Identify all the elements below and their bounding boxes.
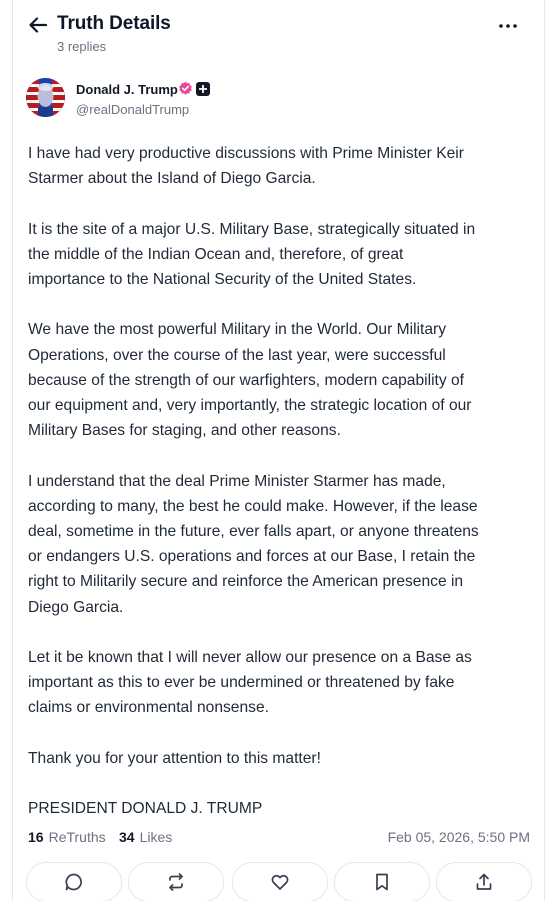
share-icon <box>474 872 494 892</box>
post-paragraph: It is the site of a major U.S. Military Base, strategically situated in the middle of the Indian Ocean and, therefore, of great importance to the National Security of the United States. <box>28 220 476 288</box>
verified-badge-icon <box>178 81 193 96</box>
reply-icon <box>64 872 84 892</box>
post-paragraph: I understand that the deal Prime Minister Starmer has made, according to many, the best he could make. However, if the lease deal, sometime in the future, ever falls apart, or anyone threatens or endangers U.S. operations and forces at our Base, I retain the right to Militarily secure and reinforce the American presence in Diego Garcia. <box>28 472 479 616</box>
action-bar <box>26 862 534 901</box>
author-handle[interactable]: @realDonaldTrump <box>76 102 190 117</box>
retruth-button[interactable] <box>128 862 224 901</box>
retruths-count: 16 <box>28 829 44 845</box>
likes-stat[interactable] <box>119 829 172 845</box>
bookmark-button[interactable] <box>334 862 430 901</box>
like-button[interactable] <box>232 862 328 901</box>
reply-button[interactable] <box>26 862 122 901</box>
post-paragraph: Let it be known that I will never allow our presence on a Base as important as this to ever be undermined or threatened by fake claims or environmental nonsense. <box>28 649 472 717</box>
arrow-left-icon <box>29 17 47 33</box>
likes-count: 34 <box>119 829 135 845</box>
post-paragraph: I have had very productive discussions with Prime Minister Keir Starmer about the Island of Diego Garcia. <box>28 145 464 188</box>
page-header <box>0 0 554 64</box>
post-paragraph: Thank you for your attention to this matter! <box>28 749 321 767</box>
frame-border-left <box>12 0 13 901</box>
post-stats <box>28 829 530 849</box>
more-options-button[interactable] <box>494 15 522 37</box>
retruth-icon <box>166 872 186 892</box>
more-horizontal-icon <box>499 24 517 28</box>
retruths-label: ReTruths <box>48 829 106 845</box>
reply-count: 3 replies <box>57 39 107 54</box>
post-body <box>28 141 538 821</box>
page-title: Truth Details <box>57 13 171 34</box>
share-button[interactable] <box>436 862 532 901</box>
author-name[interactable]: Donald J. Trump <box>76 82 178 97</box>
post-signature: PRESIDENT DONALD J. TRUMP <box>28 800 263 818</box>
avatar[interactable] <box>26 78 65 117</box>
back-button[interactable] <box>26 12 50 38</box>
retruths-stat[interactable] <box>28 829 106 845</box>
likes-label: Likes <box>139 829 173 845</box>
avatar-image <box>26 78 65 117</box>
post-paragraph: We have the most powerful Military in the World. Our Military Operations, over the course of the last year, were successful because of the strength of our warfighters, modern capability of our equipment and, very importantly, the strategic location of our Military Bases for staging, and other reasons. <box>28 321 472 440</box>
bookmark-icon <box>372 872 392 892</box>
author-block <box>26 78 326 122</box>
post-timestamp: Feb 05, 2026, 5:50 PM <box>387 829 530 845</box>
plus-badge-icon <box>196 82 210 96</box>
like-icon <box>270 872 290 892</box>
frame-border-right <box>544 0 545 901</box>
